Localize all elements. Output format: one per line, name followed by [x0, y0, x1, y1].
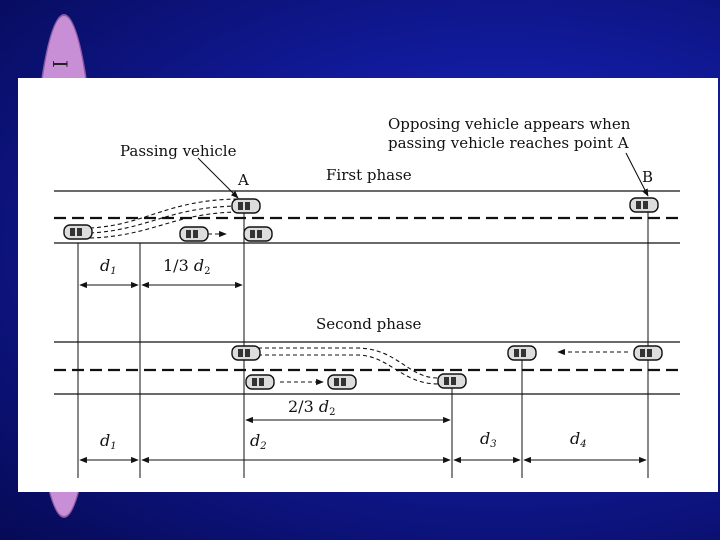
dim-d2-total-label: d2	[250, 431, 267, 452]
vehicle-icon	[64, 225, 92, 239]
vehicle-icon	[246, 375, 274, 389]
passing-sight-distance-diagram	[18, 78, 718, 492]
passing-vehicle-label: Passing vehicle	[120, 142, 237, 160]
return-path	[258, 348, 438, 378]
dim-d1-label: d1	[100, 256, 117, 277]
diagram-panel	[18, 78, 718, 492]
opposing-vehicle-label-line1: Opposing vehicle appears when	[388, 115, 631, 133]
passing-vehicle-icon	[232, 346, 260, 360]
passing-vehicle-icon	[438, 374, 466, 388]
dim-d4-label: d4	[570, 429, 587, 450]
dimension-arrows-second-phase	[80, 420, 646, 460]
side-label: I	[48, 60, 72, 68]
dim-d3-label: d3	[480, 429, 497, 450]
dim-d1-total-label: d1	[100, 431, 117, 452]
vehicle-icon	[180, 227, 208, 241]
second-phase-label: Second phase	[316, 315, 422, 333]
first-phase-road	[54, 191, 680, 243]
reference-lines	[78, 212, 648, 478]
opposing-vehicle-icon	[508, 346, 536, 360]
opposing-vehicle-label-line2: passing vehicle reaches point A	[388, 134, 629, 152]
passing-vehicle-pointer	[198, 158, 238, 198]
first-phase-label: First phase	[326, 166, 412, 184]
dim-third-d2-label: 1/3 d2	[163, 256, 211, 277]
dim-two-thirds-d2-label: 2/3 d2	[288, 397, 336, 418]
vehicle-icon	[328, 375, 356, 389]
second-phase-road	[54, 342, 680, 394]
point-a-label: A	[238, 171, 249, 189]
point-b-label: B	[642, 168, 654, 186]
passing-vehicle-icon	[232, 199, 260, 213]
opposing-vehicle-icon	[630, 198, 658, 212]
passing-path	[90, 206, 238, 233]
vehicle-icon	[244, 227, 272, 241]
opposing-vehicle-icon	[634, 346, 662, 360]
